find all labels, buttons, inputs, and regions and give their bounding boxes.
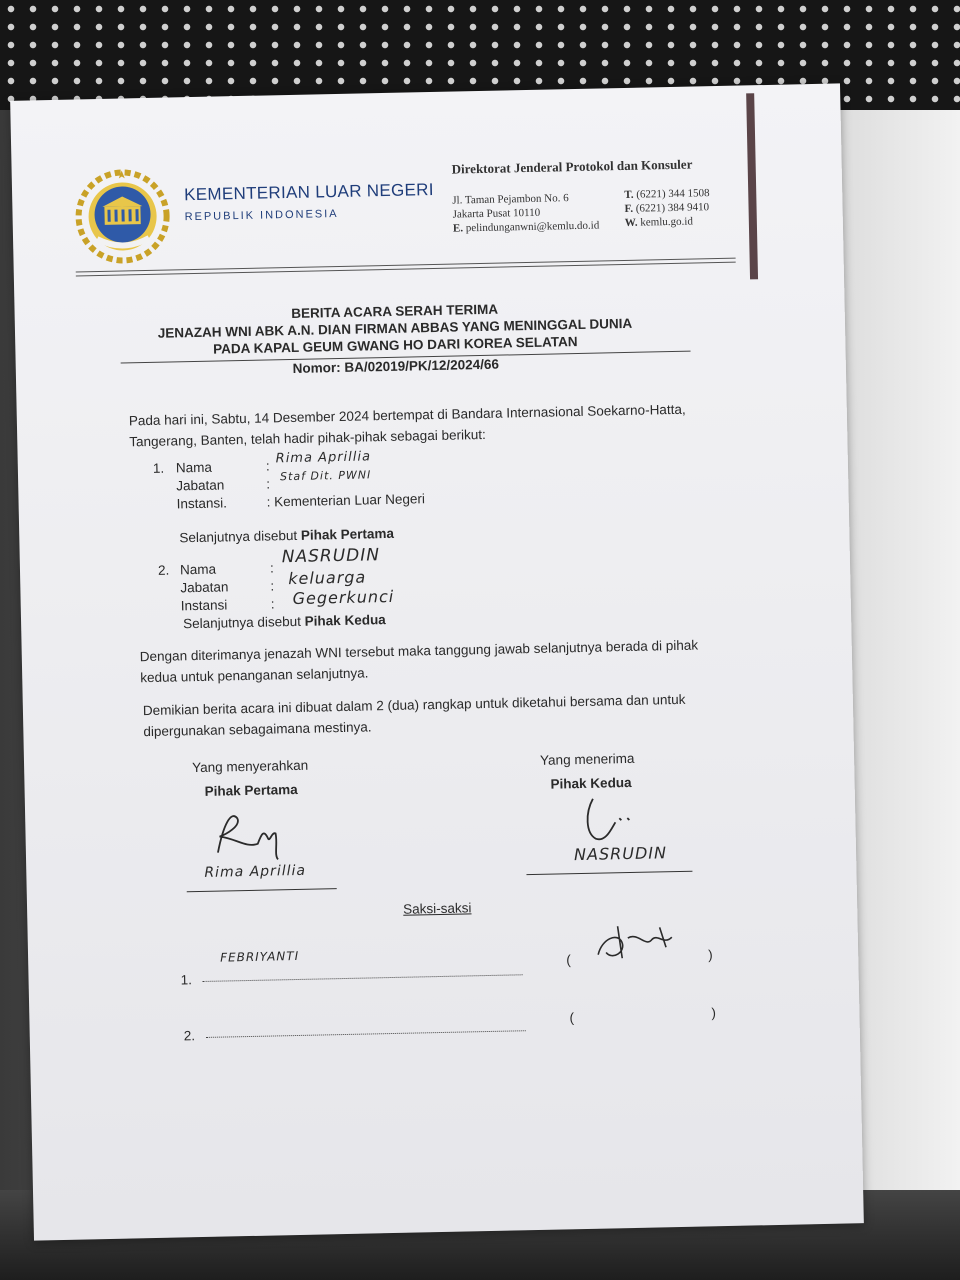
party2-nama-handwritten: NASRUDIN	[281, 545, 381, 568]
left-signature-scribble	[205, 803, 296, 865]
right-signature-line	[526, 871, 692, 875]
witness1-paren-close: )	[708, 947, 713, 963]
phone-value: (6221) 344 1508	[636, 187, 710, 201]
witness2-paren-close: )	[711, 1005, 717, 1021]
address-line2: Jakarta Pusat 10110	[452, 206, 541, 221]
para2-line1: Dengan diterimanya jenazah WNI tersebut maka tanggung jawab selanjutnya berada di pihak	[139, 637, 699, 665]
document-title	[115, 297, 676, 360]
fax-value: (6221) 384 9410	[635, 201, 710, 215]
intro-paragraph	[129, 399, 687, 453]
right-signer-role: Pihak Kedua	[550, 774, 632, 792]
ministry-name: KEMENTERIAN LUAR NEGERI	[183, 179, 434, 205]
witness-heading: Saksi-saksi	[403, 900, 472, 917]
document-page	[10, 83, 864, 1240]
party1-role: Pihak Pertama	[300, 525, 395, 543]
party2-jabatan-colon: :	[270, 578, 275, 594]
intro-line2: Tangerang, Banten, telah hadir pihak-pihak sebagai berikut:	[129, 426, 486, 450]
fax-label: F.	[624, 202, 634, 215]
para3-line1: Demikian berita acara ini dibuat dalam 2 (dua) rangkap untuk diketahui bersama dan untuk	[142, 691, 686, 719]
document-number: Nomor: BA/02019/PK/12/2024/66	[292, 356, 500, 376]
directorate-name: Direktorat Jenderal Protokol dan Konsuler	[451, 156, 693, 177]
witness2-dotted-line	[206, 1030, 526, 1038]
party2-jabatan-label: Jabatan	[180, 579, 229, 596]
party1-selanjutnya: Selanjutnya disebut	[179, 527, 302, 546]
party1-nama-colon: :	[265, 458, 270, 474]
address-block	[452, 191, 599, 236]
party1-jabatan-label: Jabatan	[176, 477, 225, 494]
title-line2: JENAZAH WNI ABK A.N. DIAN FIRMAN ABBAS YANG MENINGGAL DUNIA	[157, 315, 633, 341]
party2-nama-label: Nama	[179, 561, 217, 578]
witness1-paren-open: (	[566, 952, 571, 968]
web-line	[625, 214, 711, 230]
party2-selanjutnya: Selanjutnya disebut	[182, 613, 305, 632]
right-signer-name: NASRUDIN	[573, 843, 668, 865]
address-line1: Jl. Taman Pejambon No. 6	[452, 192, 569, 207]
witness2-paren-open: (	[569, 1010, 575, 1026]
left-signature-line	[187, 888, 337, 892]
left-signer-role: Pihak Pertama	[204, 781, 298, 799]
left-signer-label: Yang menyerahkan	[192, 757, 309, 776]
party2-designation	[183, 609, 386, 634]
para3-line2: dipergunakan sebagaimana mestinya.	[143, 719, 372, 740]
ministry-block	[184, 180, 434, 223]
party2-instansi-label: Instansi	[180, 597, 228, 614]
web-label: W.	[624, 216, 638, 229]
ministry-subtitle: REPUBLIK INDONESIA	[184, 207, 339, 224]
party1-instansi-label: Instansi.	[176, 495, 228, 512]
party1-nama-handwritten: Rima Aprillia	[275, 449, 372, 467]
web-value: kemlu.go.id	[640, 215, 694, 229]
party2-instansi-colon: :	[270, 596, 275, 612]
closing-paragraph	[143, 689, 686, 742]
email-value: pelindunganwni@kemlu.do.id	[465, 219, 600, 235]
witness1-name: FEBRIYANTI	[219, 948, 300, 965]
party1-jabatan-handwritten: Staf Dit. PWNI	[279, 468, 372, 484]
party1-num: 1.	[152, 460, 165, 476]
contact-block	[624, 186, 710, 230]
intro-line1: Pada hari ini, Sabtu, 14 Desember 2024 bertempat di Bandara Internasional Soekarno-Hatta,	[128, 401, 686, 429]
title-line3: PADA KAPAL GEUM GWANG HO DARI KOREA SELATAN	[212, 333, 578, 357]
witness1-signature-scribble	[587, 917, 688, 969]
right-signature-scribble	[575, 788, 646, 849]
garuda-emblem-icon	[74, 167, 172, 265]
email-line	[453, 219, 600, 236]
party2-role: Pihak Kedua	[304, 612, 386, 629]
party1-jabatan-colon: :	[266, 476, 271, 492]
party2-num: 2.	[157, 562, 170, 578]
party1-instansi-value: : Kementerian Luar Negeri	[266, 491, 426, 510]
paper-edge-bar	[746, 93, 758, 279]
witness1-num: 1.	[180, 972, 193, 988]
party2-nama-colon: :	[269, 560, 274, 576]
responsibility-paragraph	[140, 635, 699, 689]
witness1-dotted-line	[203, 974, 523, 982]
phone-label: T.	[624, 188, 634, 201]
party2-instansi-handwritten: Gegerkunci	[292, 586, 395, 609]
fax-line	[624, 200, 710, 216]
right-signer-label: Yang menerima	[539, 750, 635, 768]
email-label: E.	[452, 222, 464, 235]
left-signer-name: Rima Aprillia	[204, 862, 307, 881]
party2-jabatan-handwritten: keluarga	[288, 567, 367, 589]
para2-line2: kedua untuk penanganan selanjutnya.	[140, 665, 369, 686]
witness2-num: 2.	[183, 1028, 196, 1044]
title-line1: BERITA ACARA SERAH TERIMA	[291, 301, 499, 321]
party1-nama-label: Nama	[175, 459, 213, 476]
header-rule-top	[76, 258, 736, 273]
